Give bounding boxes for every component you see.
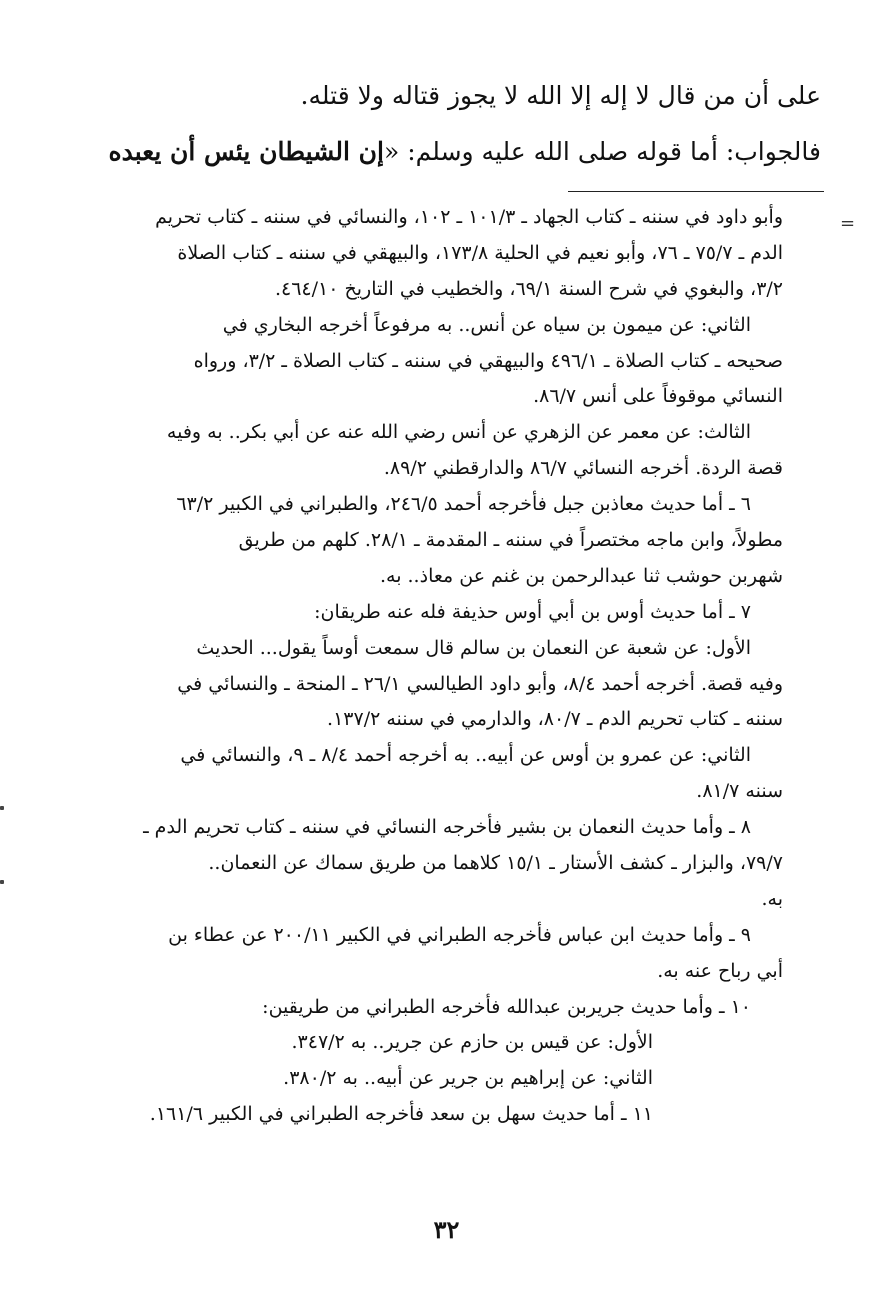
footnote-line: ٨ ـ وأما حديث النعمان بن بشير فأخرجه النسائي في سننه ـ كتاب تحريم الدم ـ: [143, 816, 751, 839]
footnote-line: وأبو داود في سننه ـ كتاب الجهاد ـ ١٠١/٣ ـ ١٠٢، والنسائي في سننه ـ كتاب تحريم: [155, 206, 783, 228]
footnote-line: ٦ ـ أما حديث معاذبن جبل فأخرجه أحمد ٢٤٦/٥، والطبراني في الكبير ٦٣/٢: [176, 493, 751, 516]
margin-speck: [0, 806, 4, 810]
footnote-line: ٧٩/٧، والبزار ـ كشف الأستار ـ ١٥/١ كلاهما من طريق سماك عن النعمان..: [208, 852, 783, 875]
footnote-line: شهربن حوشب ثنا عبدالرحمن بن غنم عن معاذ.. به.: [379, 564, 783, 587]
footnote-line: الأول: عن قيس بن حازم عن جرير.. به ٣٤٧/٢.: [291, 1031, 653, 1054]
margin-speck: [0, 880, 4, 884]
footnote-line: به.: [761, 887, 783, 910]
footnote-continuation-mark: =: [840, 213, 856, 234]
footnote-line: الثاني: عن إبراهيم بن جرير عن أبيه.. به ٣٨٠/٢.: [283, 1067, 653, 1090]
main-text-answer-prefix: فالجواب: أما قوله صلى الله عليه وسلم: «: [384, 137, 821, 166]
footnote-line: الثاني: عن ميمون بن سياه عن أنس.. به مرفوعاً أخرجه البخاري في: [222, 313, 751, 336]
main-text-line-1: على أن من قال لا إله إلا الله لا يجوز قتاله ولا قتله.: [300, 81, 821, 110]
footnote-line: ٧ ـ أما حديث أوس بن أبي أوس حذيفة فله عنه طريقان:: [314, 600, 751, 623]
footnote-line: الدم ـ ٧٥/٧ ـ ٧٦، وأبو نعيم في الحلية ١٧٣/٨، والبيهقي في سننه ـ كتاب الصلاة: [177, 241, 783, 264]
footnote-line: قصة الردة. أخرجه النسائي ٨٦/٧ والدارقطني ٨٩/٢.: [383, 457, 783, 480]
footnote-line: وفيه قصة. أخرجه أحمد ٨/٤، وأبو داود الطيالسي ٢٦/١ ـ المنحة ـ والنسائي في: [177, 672, 783, 695]
footnote-line: ٣/٢، والبغوي في شرح السنة ٦٩/١، والخطيب في التاريخ ٤٦٤/١٠.: [274, 277, 783, 300]
footnote-line: سننه ٨١/٧.: [696, 780, 783, 803]
main-text-line-2: [101, 132, 821, 172]
footnote-line: ١١ ـ أما حديث سهل بن سعد فأخرجه الطبراني في الكبير ١٦١/٦.: [149, 1103, 653, 1126]
footnote-line: الثاني: عن عمرو بن أوس عن أبيه.. به أخرجه أحمد ٨/٤ ـ ٩، والنسائي في: [180, 744, 751, 767]
footnote-line: الثالث: عن معمر عن الزهري عن أنس رضي الله عنه عن أبي بكر.. به وفيه: [166, 421, 751, 444]
footnote-line: النسائي موقوفاً على أنس ٨٦/٧.: [533, 385, 783, 408]
footnote-line: صحيحه ـ كتاب الصلاة ـ ٤٩٦/١ والبيهقي في سننه ـ كتاب الصلاة ـ ٣/٢، ورواه: [193, 349, 783, 372]
footnote-line: ٩ ـ وأما حديث ابن عباس فأخرجه الطبراني في الكبير ٢٠٠/١١ عن عطاء بن: [168, 923, 751, 946]
footnote-separator-rule: [568, 191, 824, 192]
main-text-hadith-quote: إن الشيطان يئس أن يعبده: [108, 137, 384, 166]
page-number: ٣٢: [433, 1215, 460, 1244]
footnote-line: أبي رباح عنه به.: [657, 959, 783, 982]
footnote-line: الأول: عن شعبة عن النعمان بن سالم قال سمعت أوساً يقول... الحديث: [196, 636, 751, 659]
footnote-line: مطولاً، وابن ماجه مختصراً في سننه ـ المقدمة ـ ٢٨/١. كلهم من طريق: [238, 529, 783, 552]
footnote-line: سننه ـ كتاب تحريم الدم ـ ٨٠/٧، والدارمي في سننه ١٣٧/٢.: [327, 708, 783, 731]
footnote-line: ١٠ ـ وأما حديث جريربن عبدالله فأخرجه الطبراني من طريقين:: [262, 995, 751, 1018]
footnotes-block: [108, 200, 783, 1133]
